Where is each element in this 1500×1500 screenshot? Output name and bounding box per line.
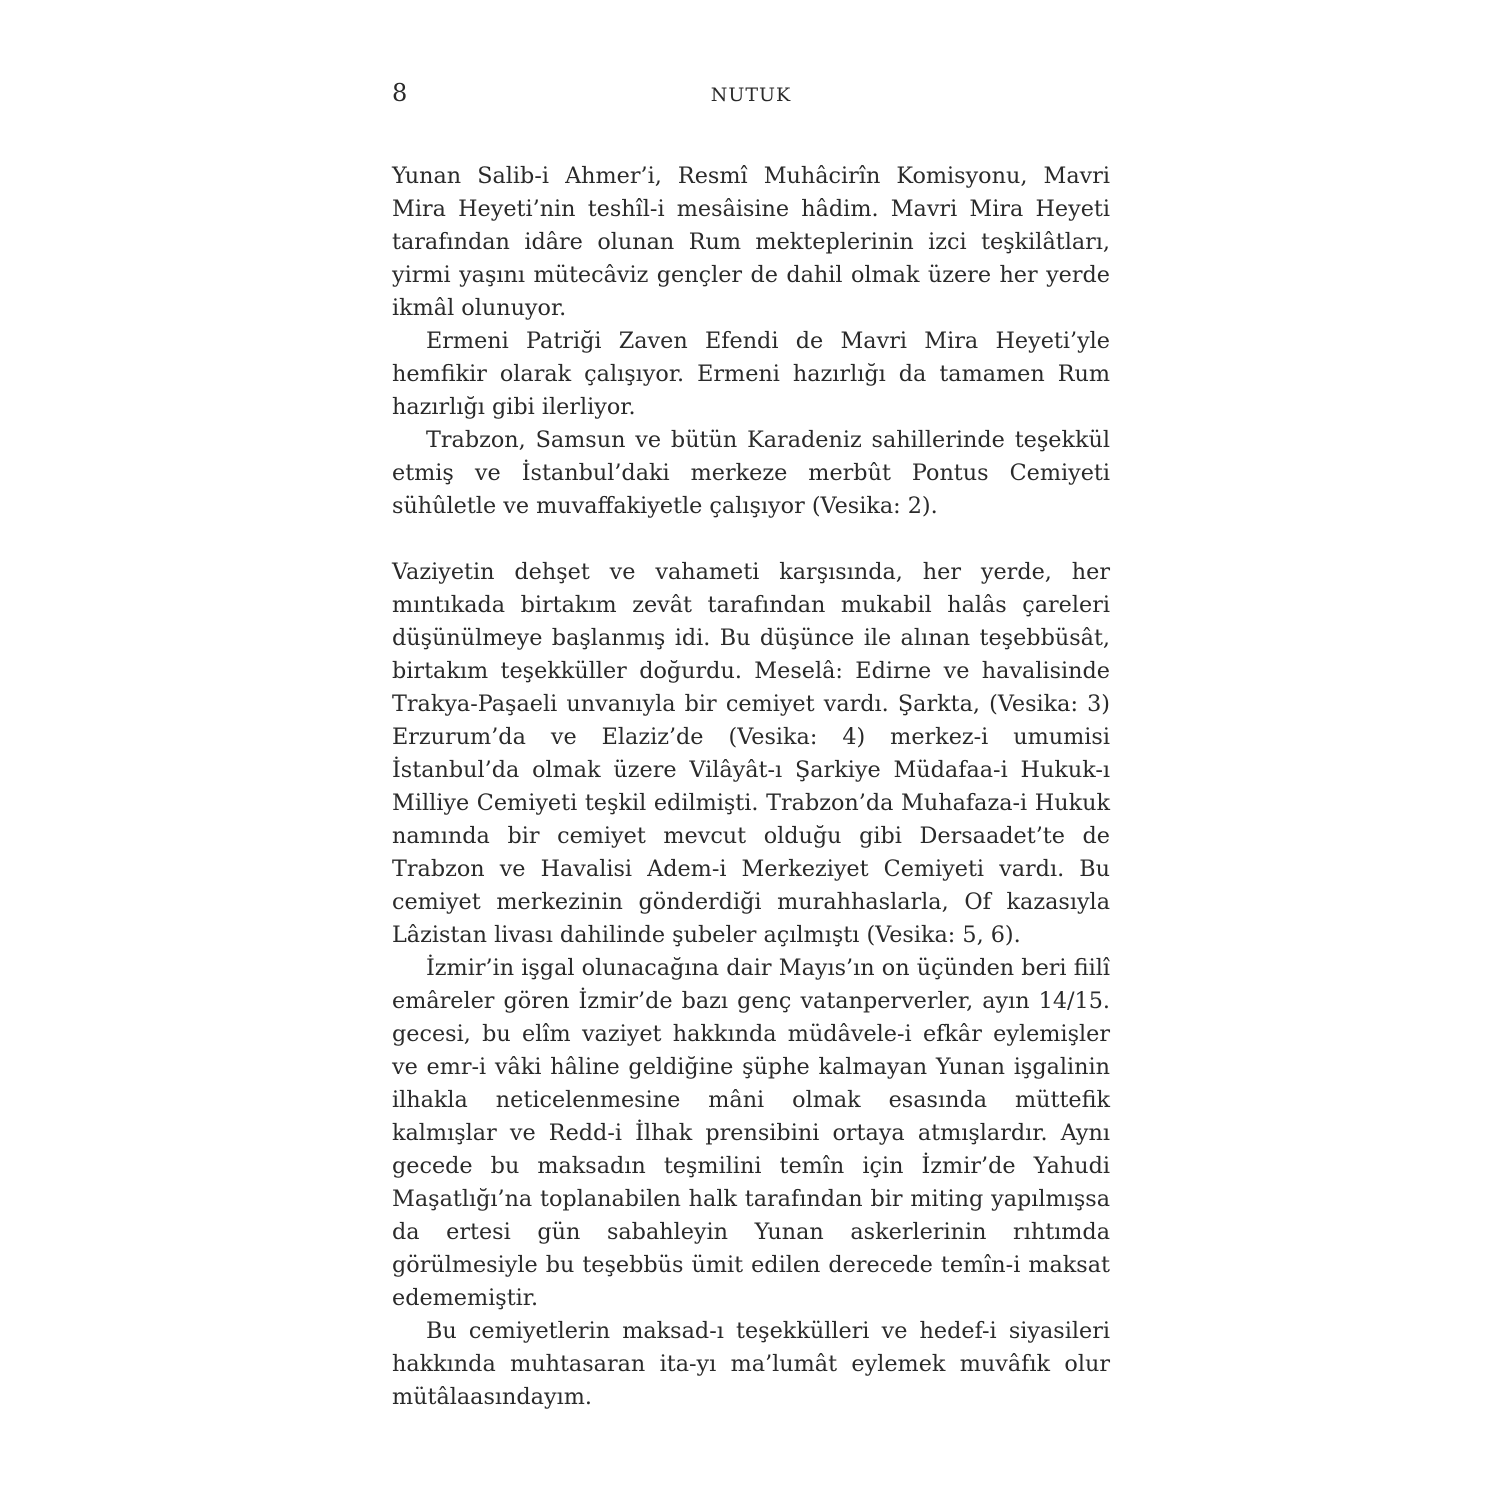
book-page	[392, 78, 1110, 1414]
page-number: 8	[392, 79, 408, 107]
paragraph: Yunan Salib-i Ahmer’i, Resmî Muhâcirîn Komisyonu, Mavri Mira Heyeti’nin teshîl-i mesâisine hâdim. Mavri Mira Heyeti tarafından idâre olunan Rum mekteplerinin izci teşkilâtları, yirmi yaşını mütecâviz gençler de dahil olmak üzere her yerde ikmâl olunuyor.	[392, 163, 1110, 321]
paragraph: Trabzon, Samsun ve bütün Karadeniz sahillerinde teşekkül etmiş ve İstanbul’daki merkeze merbût Pontus Cemiyeti sühûletle ve muvaffakiyetle çalışıyor (Vesika: 2).	[392, 427, 1110, 519]
paragraph: İzmir’in işgal olunacağına dair Mayıs’ın on üçünden beri fiilî emâreler gören İzmir’de bazı genç vatanperverler, ayın 14/15. gecesi, bu elîm vaziyet hakkında müdâvele-i efkâr eylemişler ve emr-i vâki hâline geldiğine şüphe kalmayan Yunan işgalinin ilhakla neticelenmesine mâni olmak esasında müttefik kalmışlar ve Redd-i İlhak prensibini ortaya atmışlardır. Aynı gecede bu maksadın teşmilini temîn için İzmir’de Yahudi Maşatlığı’na toplanabilen halk tarafından bir miting yapılmışsa da ertesi gün sabahleyin Yunan askerlerinin rıhtımda görülmesiyle bu teşebbüs ümit edilen derecede temîn-i maksat edememiştir.	[392, 955, 1110, 1311]
paragraph: Ermeni Patriği Zaven Efendi de Mavri Mira Heyeti’yle hemfikir olarak çalışıyor. Ermeni hazırlığı da tamamen Rum hazırlığı gibi ilerliyor.	[392, 328, 1110, 420]
paragraph: Vaziyetin dehşet ve vahameti karşısında, her yerde, her mıntıkada birtakım zevât tarafından mukabil halâs çareleri düşünülmeye başlanmış idi. Bu düşünce ile alınan teşebbüsât, birtakım teşekküller doğurdu. Meselâ: Edirne ve havalisinde Trakya-Paşaeli unvanıyla bir cemiyet vardı. Şarkta, (Vesika: 3) Erzurum’da ve Elaziz’de (Vesika: 4) merkez-i umumisi İstanbul’da olmak üzere Vilâyât-ı Şarkiye Müdafaa-i Hukuk-ı Milliye Cemiyeti teşkil edilmişti. Trabzon’da Muhafaza-i Hukuk namında bir cemiyet mevcut olduğu gibi Dersaadet’te de Trabzon ve Havalisi Adem-i Merkeziyet Cemiyeti vardı. Bu cemiyet merkezinin gönderdiği murahhaslarla, Of kazasıyla Lâzistan livası dahilinde şubeler açılmıştı (Vesika: 5, 6).	[392, 559, 1110, 948]
running-title: NUTUK	[710, 84, 792, 106]
paragraph: Bu cemiyetlerin maksad-ı teşekkülleri ve hedef-i siyasileri hakkında muhtasaran ita-yı ma’lumât eylemek muvâfık olur mütâlaasındayım.	[392, 1318, 1110, 1410]
page-header	[392, 78, 1110, 118]
body-text	[392, 160, 1110, 1414]
